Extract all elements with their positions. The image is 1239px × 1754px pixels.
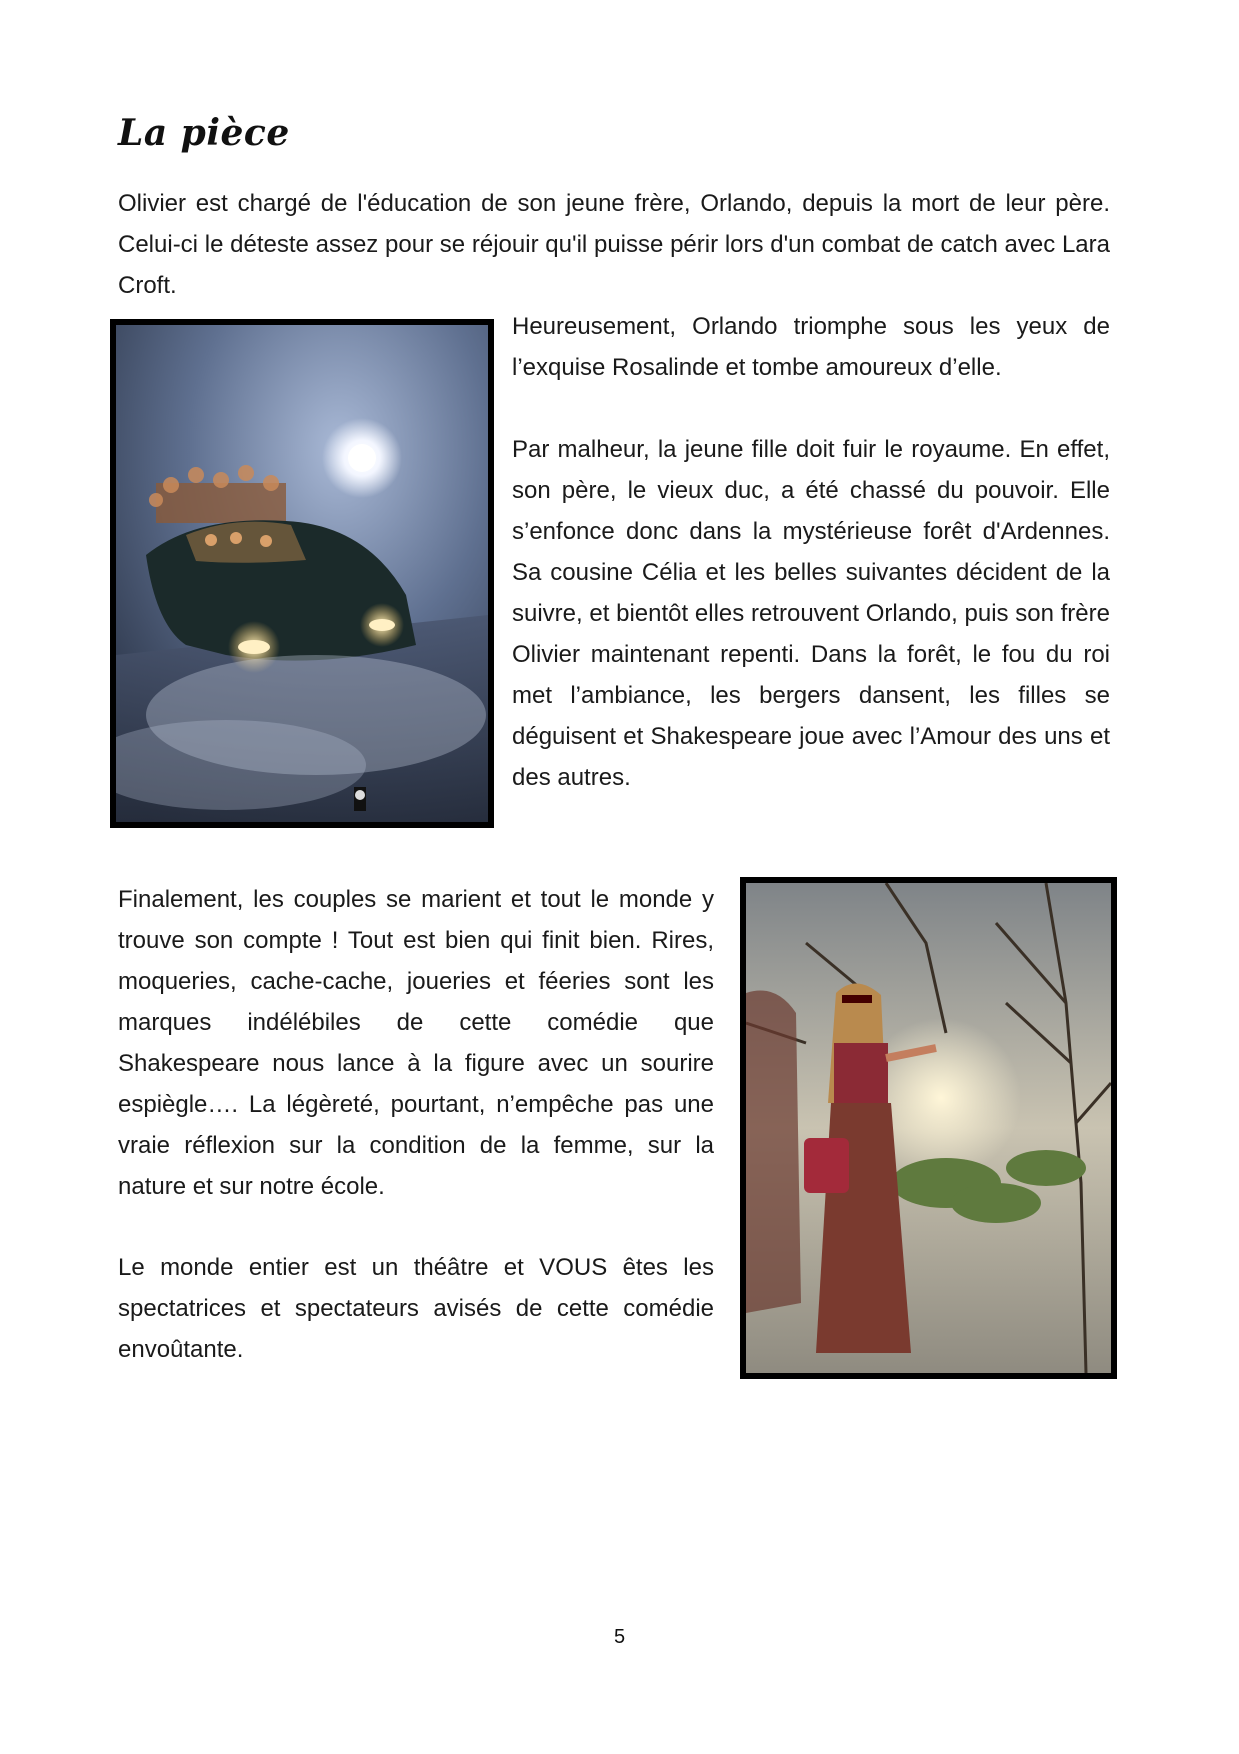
car-scene-illustration — [116, 325, 488, 822]
page-number: 5 — [613, 1626, 626, 1648]
paragraph-triumph: Heureusement, Orlando triomphe sous les yeux de l’exquise Rosalinde et tombe amoureux d’elle. — [512, 313, 1110, 381]
stage-photo-car — [110, 319, 494, 828]
paragraph-forest: Par malheur, la jeune fille doit fuir le royaume. En effet, son père, le vieux duc, a été chassé du pouvoir. Elle s’enfonce donc dans la mystérieuse forêt d'Ardennes. Sa cousine Célia et les belles suivantes décident de la suivre, et bientôt elles retrouvent Orlando, puis son frère Olivier maintenant repenti. Dans la forêt, le fou du roi met l’ambiance, les bergers dansent, les filles se déguisent et Shakespeare joue avec l’Amour des uns et des autres. — [512, 436, 1110, 791]
paragraph-ending: Finalement, les couples se marient et tout le monde y trouve son compte ! Tout est bien qui finit bien. Rires, moqueries, cache-cache, joueries et féeries sont les marques indélébiles de cette comédie que Shakespeare nous lance à la figure avec un sourire espiègle…. La légèreté, pourtant, n’empêche pas une vraie réflexion sur la condition de la femme, sur la nature et sur notre école. — [118, 886, 714, 1200]
forest-scene-illustration — [746, 883, 1111, 1373]
paragraph-intro: Olivier est chargé de l'éducation de son jeune frère, Orlando, depuis la mort de leur père. Celui-ci le déteste assez pour se réjouir qu'il puisse périr lors d'un combat de catch avec Lara Croft. — [118, 190, 1110, 299]
stage-photo-forest — [740, 877, 1117, 1379]
paragraph-closing: Le monde entier est un théâtre et VOUS êtes les spectatrices et spectateurs avisés de cette comédie envoûtante. — [118, 1254, 714, 1363]
section-heading: La pièce — [118, 112, 290, 154]
